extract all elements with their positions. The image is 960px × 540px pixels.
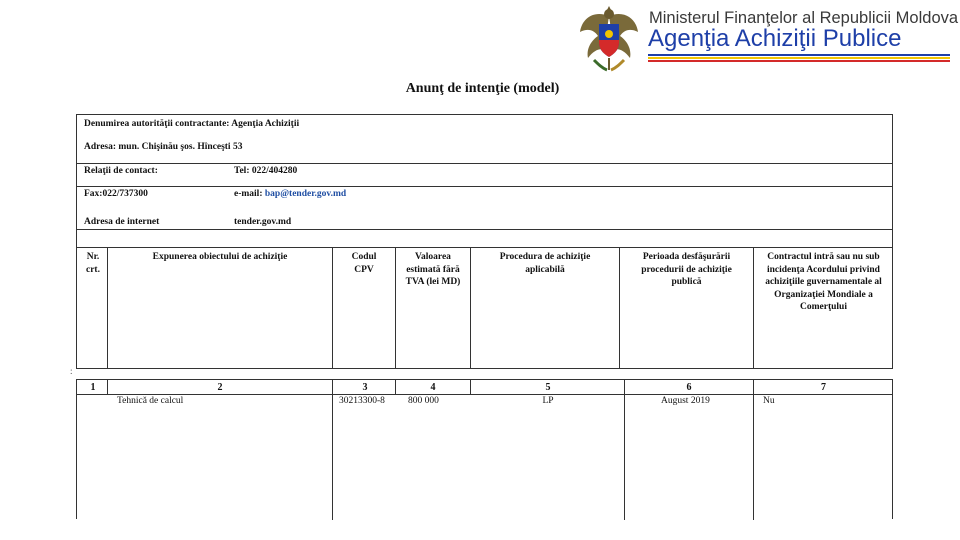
authority-name: Denumirea autorităţii contractante: Agenţia Achiziţii bbox=[84, 119, 300, 129]
procurement-table bbox=[76, 379, 893, 519]
column-divider bbox=[107, 380, 108, 394]
column-number: 7 bbox=[821, 382, 826, 393]
header-logo bbox=[570, 2, 959, 74]
fax-number: Fax:022/737300 bbox=[84, 189, 148, 199]
column-number: 2 bbox=[217, 382, 223, 393]
row-period: August 2019 bbox=[661, 396, 710, 406]
column-divider bbox=[753, 380, 754, 520]
column-divider bbox=[470, 247, 471, 368]
flag-rule-yellow bbox=[648, 57, 950, 59]
flag-rule-blue bbox=[648, 54, 950, 56]
column-divider bbox=[332, 380, 333, 520]
column-divider bbox=[753, 247, 754, 368]
document-title: Anunţ de intenţie (model) bbox=[405, 81, 560, 96]
header-value: Valoarea estimată fără TVA (lei MD) bbox=[405, 252, 461, 287]
website-link[interactable]: tender.gov.md bbox=[234, 217, 292, 227]
column-divider bbox=[332, 247, 333, 368]
column-divider bbox=[470, 380, 471, 394]
divider bbox=[77, 247, 892, 248]
column-number: 4 bbox=[430, 382, 436, 393]
header-nr: Nr. crt. bbox=[86, 252, 100, 275]
stray-mark: : bbox=[70, 366, 73, 376]
header-wto: Contractul intră sau nu sub incidenţa Acordului privind achiziţiile guvernamentale al Organizaţiei Mondiale a Comerţului bbox=[765, 252, 882, 312]
column-divider bbox=[395, 247, 396, 368]
column-divider bbox=[619, 247, 620, 368]
column-number: 6 bbox=[686, 382, 692, 393]
column-divider bbox=[624, 380, 625, 520]
row-item: Tehnică de calcul bbox=[117, 396, 184, 406]
ministry-name: Ministerul Finanţelor al Republicii Moldova bbox=[649, 9, 959, 27]
flag-rule-red bbox=[648, 60, 950, 62]
divider bbox=[77, 163, 892, 164]
column-number: 1 bbox=[90, 382, 96, 393]
divider bbox=[77, 394, 892, 395]
divider bbox=[77, 186, 892, 187]
email-row bbox=[234, 189, 346, 199]
agency-name: Agenţia Achiziţii Publice bbox=[648, 25, 902, 52]
row-wto: Nu bbox=[763, 396, 775, 406]
row-procedure: LP bbox=[542, 396, 554, 406]
website-label: Adresa de internet bbox=[84, 217, 160, 227]
column-divider bbox=[395, 380, 396, 394]
header-period: Perioada desfăşurării procedurii de achiziţie publică bbox=[641, 252, 732, 287]
authority-info-table bbox=[76, 114, 893, 369]
header-procedure: Procedura de achiziţie aplicabilă bbox=[499, 252, 591, 275]
phone-number: Tel: 022/404280 bbox=[234, 166, 298, 176]
column-number: 5 bbox=[545, 382, 551, 393]
email-link[interactable]: bap@tender.gov.md bbox=[264, 189, 347, 199]
header-cpv: Codul CPV bbox=[351, 252, 377, 275]
contact-label: Relaţii de contact: bbox=[84, 166, 158, 176]
row-cpv: 30213300-8 bbox=[339, 396, 385, 406]
column-divider bbox=[107, 247, 108, 368]
divider bbox=[77, 229, 892, 230]
authority-address: Adresa: mun. Chişinău şos. Hînceşti 53 bbox=[84, 142, 243, 152]
column-number: 3 bbox=[362, 382, 368, 393]
row-value: 800 000 bbox=[408, 396, 439, 406]
email-label: e-mail: bbox=[234, 189, 263, 199]
header-object: Expunerea obiectului de achiziţie bbox=[152, 252, 288, 262]
moldova-coat-of-arms-icon bbox=[574, 2, 644, 74]
